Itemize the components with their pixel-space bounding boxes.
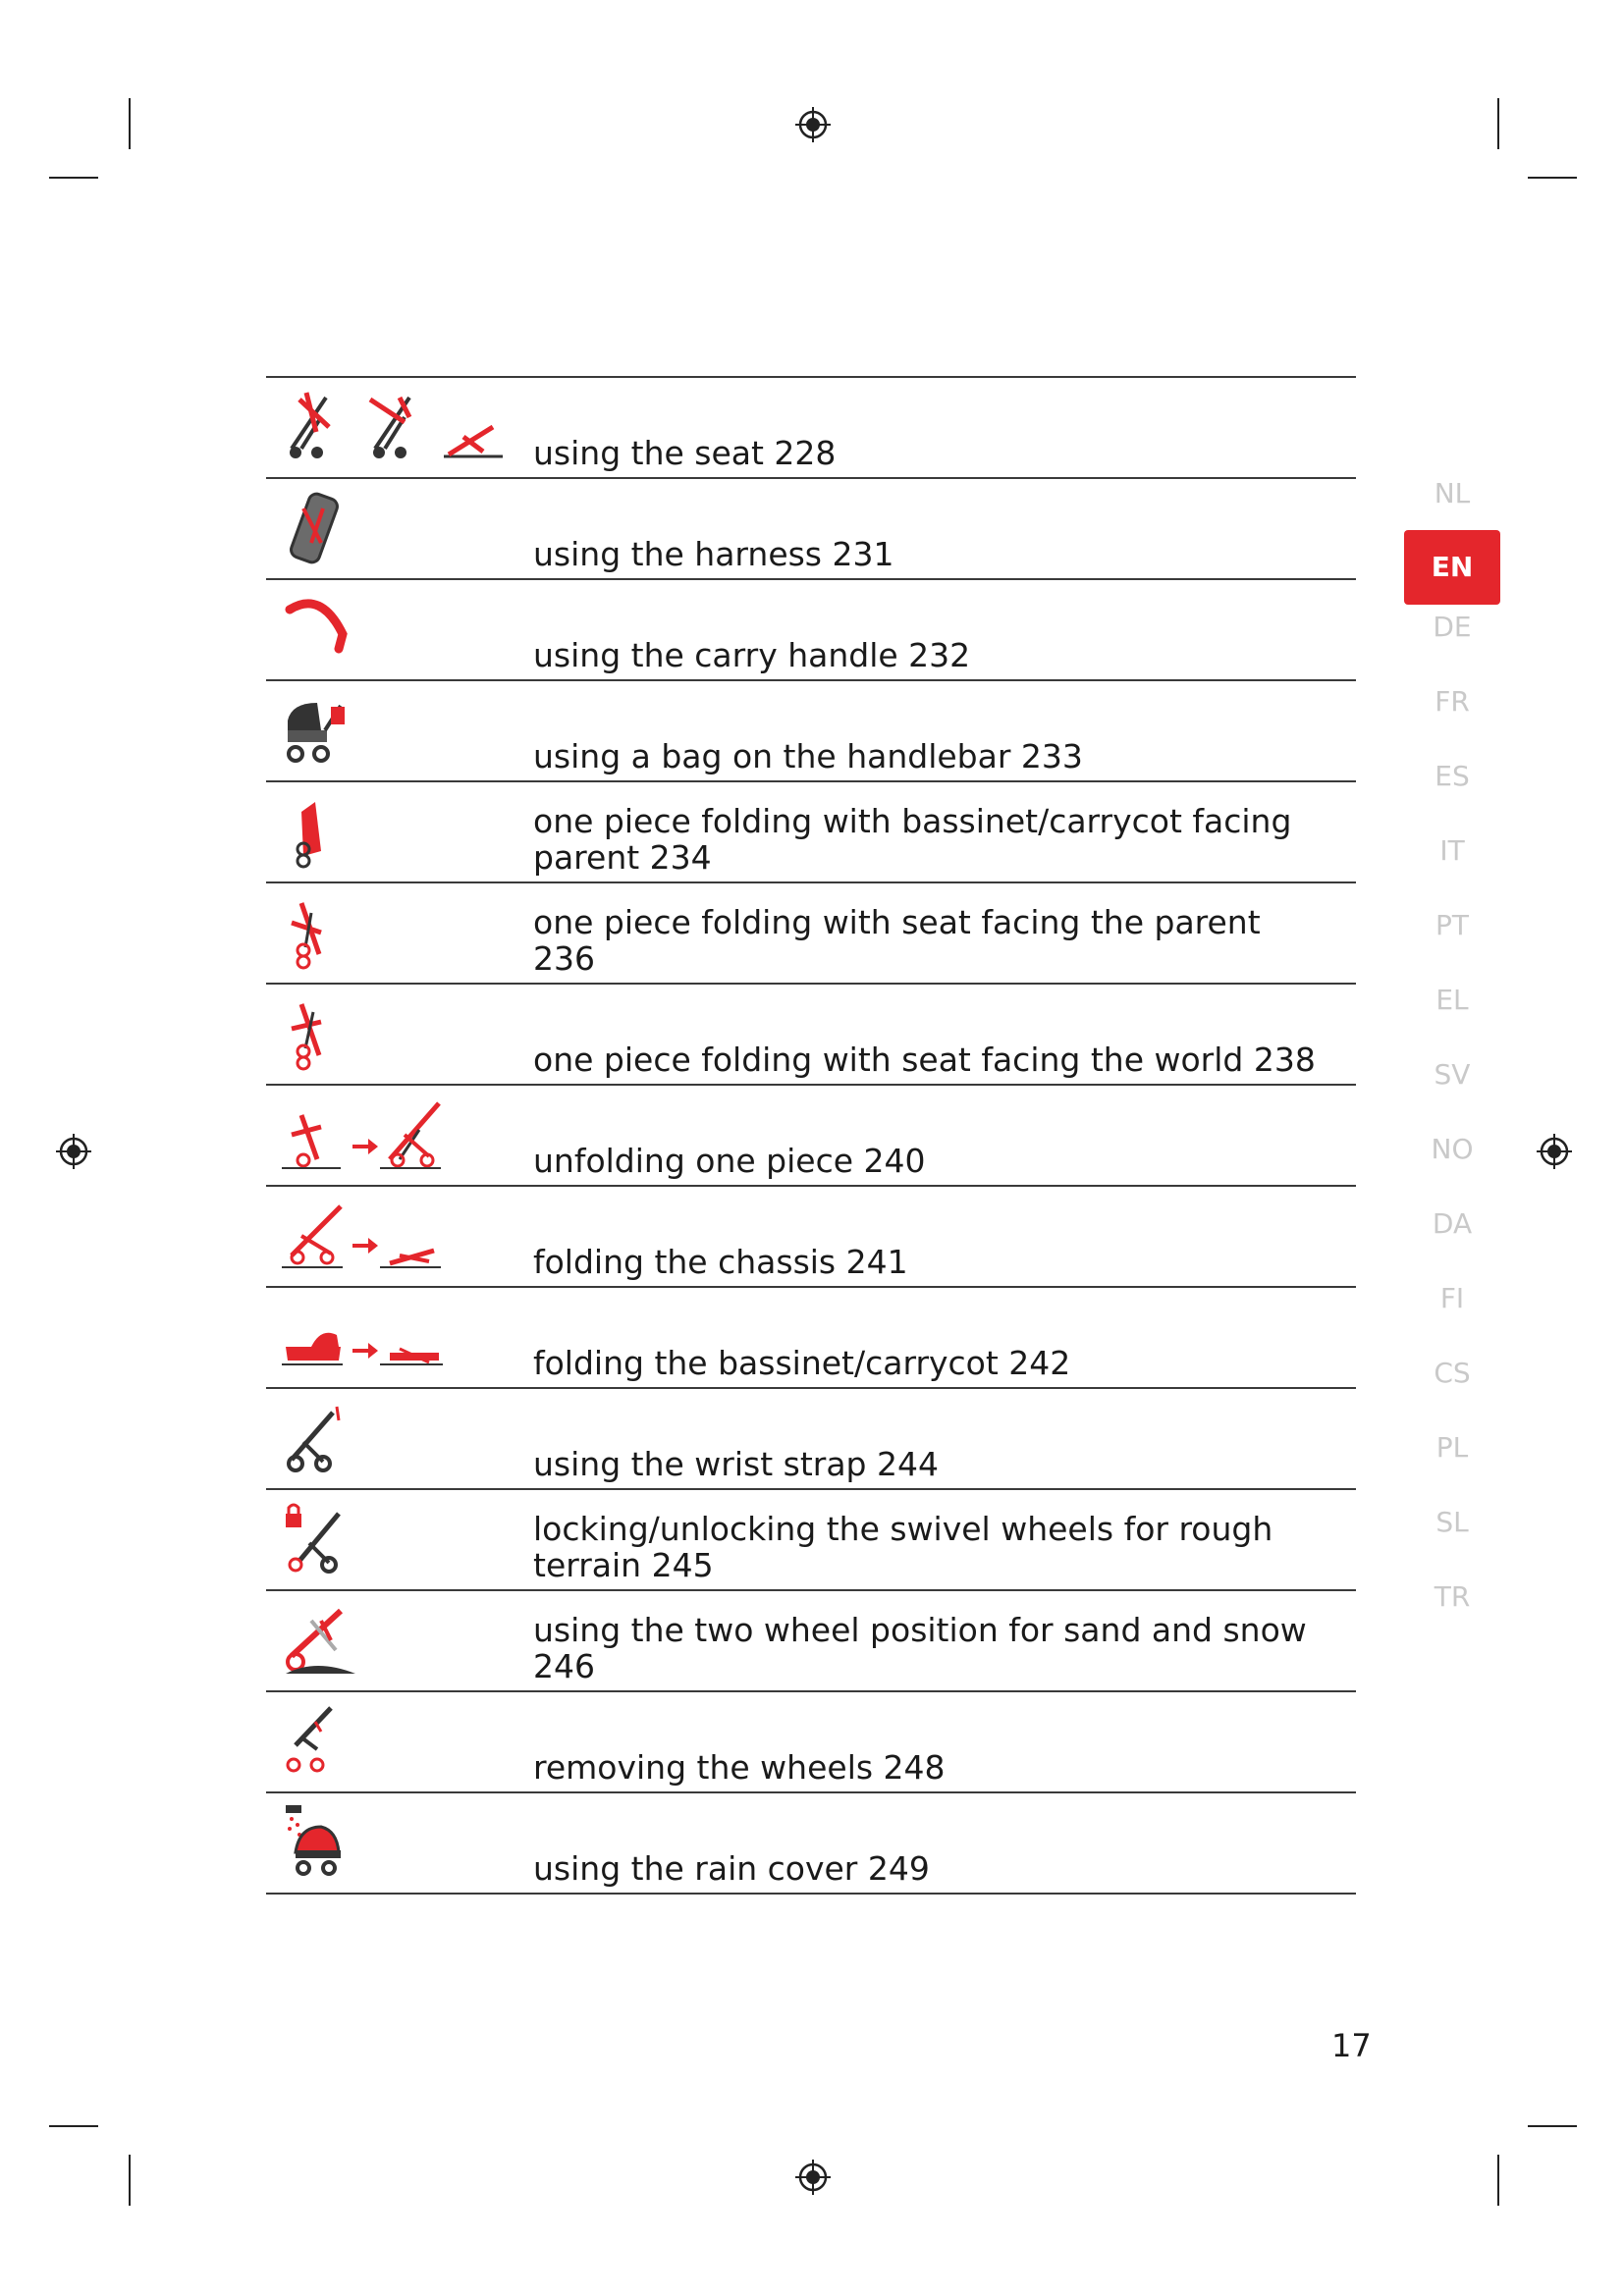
fold-bassinet-icon	[266, 782, 521, 881]
crop-mark	[129, 2155, 131, 2206]
carry-handle-icon	[266, 580, 521, 679]
lang-tab-pl[interactable]: PL	[1435, 1431, 1469, 1464]
lang-tab-de[interactable]: DE	[1433, 611, 1472, 643]
page-number: 17	[1331, 2027, 1372, 2064]
table-row[interactable]	[266, 782, 1356, 883]
row-label: using the rain cover 249	[533, 1849, 930, 1888]
crop-mark	[1528, 177, 1577, 179]
table-row[interactable]	[266, 378, 1356, 479]
row-label: locking/unlocking the swivel wheels for rough terrain 245	[533, 1510, 1273, 1584]
crop-mark	[129, 98, 131, 149]
wrist-strap-icon	[266, 1389, 521, 1488]
table-row[interactable]	[266, 1490, 1356, 1591]
table-row[interactable]	[266, 580, 1356, 681]
row-label: using a bag on the handlebar 233	[533, 737, 1083, 775]
row-label: unfolding one piece 240	[533, 1142, 926, 1180]
lang-tab-da[interactable]: DA	[1432, 1207, 1473, 1240]
crop-mark	[1528, 2125, 1577, 2127]
handlebar-bag-icon	[266, 681, 521, 780]
swivel-lock-icon	[266, 1490, 521, 1589]
row-label: using the seat 228	[533, 434, 837, 472]
lang-tab-sv[interactable]: SV	[1434, 1058, 1471, 1091]
table-row[interactable]	[266, 1288, 1356, 1389]
crop-mark	[49, 2125, 98, 2127]
table-row[interactable]	[266, 479, 1356, 580]
harness-icon	[266, 479, 521, 578]
table-row[interactable]	[266, 1591, 1356, 1692]
fold-seat-world-icon	[266, 985, 521, 1084]
lang-tab-pt[interactable]: PT	[1435, 909, 1469, 941]
lang-tab-sl[interactable]: SL	[1435, 1506, 1469, 1538]
table-row[interactable]	[266, 1389, 1356, 1490]
row-label: using the two wheel position for sand and snow 246	[533, 1611, 1307, 1685]
row-label: one piece folding with seat facing the world 238	[533, 1041, 1316, 1079]
fold-seat-parent-icon	[266, 883, 521, 983]
lang-tab-fi[interactable]: FI	[1439, 1282, 1465, 1314]
registration-mark-icon	[54, 1132, 93, 1171]
table-row[interactable]	[266, 1692, 1356, 1793]
table-row[interactable]	[266, 1086, 1356, 1187]
row-label: using the wrist strap 244	[533, 1445, 939, 1483]
seat-recline-icon	[266, 378, 521, 477]
row-label: using the carry handle 232	[533, 636, 971, 674]
rain-cover-icon	[266, 1793, 521, 1893]
row-label: using the harness 231	[533, 535, 894, 573]
lang-tab-nl[interactable]: NL	[1434, 477, 1471, 509]
row-label: one piece folding with seat facing the parent 236	[533, 903, 1261, 978]
table-row[interactable]	[266, 1793, 1356, 1895]
unfold-icon	[266, 1086, 521, 1185]
row-label: folding the chassis 241	[533, 1243, 908, 1281]
table-row[interactable]	[266, 985, 1356, 1086]
language-tabs	[1404, 471, 1500, 1649]
lang-tab-it[interactable]: IT	[1439, 834, 1465, 867]
row-label: one piece folding with bassinet/carrycot facing parent 234	[533, 802, 1292, 877]
crop-mark	[49, 177, 98, 179]
lang-tab-el[interactable]: EL	[1435, 984, 1469, 1016]
lang-tab-fr[interactable]: FR	[1435, 685, 1470, 718]
row-label: folding the bassinet/carrycot 242	[533, 1344, 1071, 1382]
remove-wheels-icon	[266, 1692, 521, 1791]
registration-mark-icon	[1535, 1132, 1574, 1171]
crop-mark	[1497, 98, 1499, 149]
lang-tab-es[interactable]: ES	[1435, 760, 1470, 792]
lang-tab-no[interactable]: NO	[1431, 1133, 1474, 1165]
fold-carrycot-icon	[266, 1288, 521, 1387]
table-row[interactable]	[266, 1187, 1356, 1288]
registration-mark-icon	[793, 105, 833, 144]
table-row[interactable]	[266, 883, 1356, 985]
lang-tab-cs[interactable]: CS	[1434, 1357, 1471, 1389]
contents-table	[266, 376, 1356, 1895]
table-row[interactable]	[266, 681, 1356, 782]
crop-mark	[1497, 2155, 1499, 2206]
two-wheel-icon	[266, 1591, 521, 1690]
fold-chassis-icon	[266, 1187, 521, 1286]
registration-mark-icon	[793, 2158, 833, 2197]
row-label: removing the wheels 248	[533, 1748, 946, 1787]
lang-tab-en[interactable]: EN	[1404, 530, 1500, 605]
lang-tab-tr[interactable]: TR	[1434, 1580, 1471, 1613]
